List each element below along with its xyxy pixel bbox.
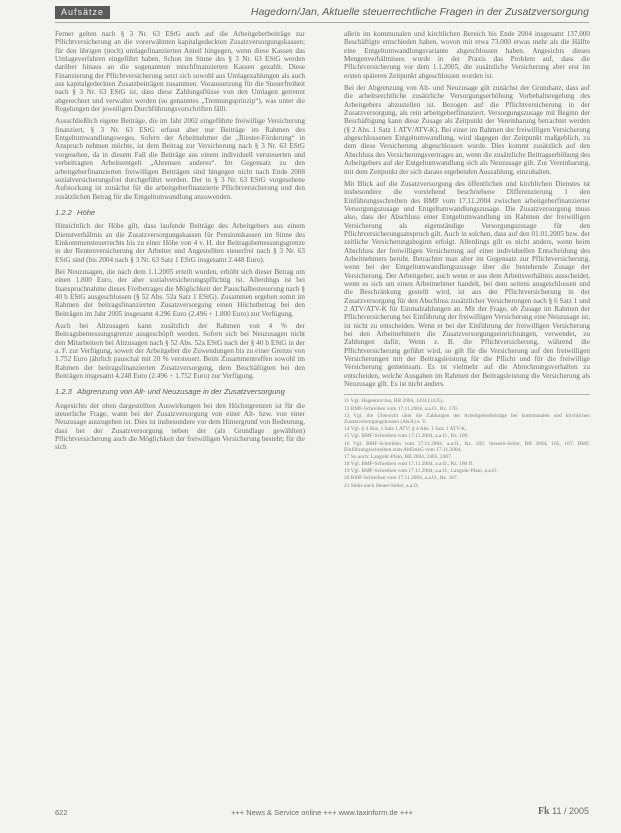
footnote: 17 So auch: Langohr-Plato, BB 2004, 2405, 2407. bbox=[344, 454, 453, 461]
section-title: Abgrenzung von Alt- und Neuzusage in der Zusatzversorgung bbox=[77, 387, 285, 397]
running-title: Hagedorn/Jan, Aktuelle steuerrechtliche Fragen in der Zusatzversorgung bbox=[250, 6, 589, 18]
footer-banner: +++ News & Service online +++ www.taxinform.de +++ bbox=[231, 808, 413, 817]
footnote: 15 Vgl. BMF-Schreiben vom 17.11.2004, a.a.O., Rz. 180. bbox=[344, 433, 469, 440]
left-column bbox=[55, 30, 305, 456]
footnote: 16 Vgl. BMF-Schreiben vom 17.11.2004, a.a.O., Rz. 182; Steuern-Seiler, BB 2004, 165, 167; BMF, Einführungsschreiben zum AltEinkG vom 17.11.2004. bbox=[344, 440, 590, 454]
paragraph: Auch bei Altzusagen kann zusätzlich der Rahmen von 4 % der Beitragsbemessungsgrenze ausgeschöpft werden. Sofern sich bei Neuzusagen nicht den Mitarbeitern bei Altzusagen nach § 52 Abs. 52a EStG nach der § 40 b EStG in der a. F. zur Verfügung, soweit der Arbeitgeber die Zuwendungen bis zu einer Grenze von 1.752 Euro jährlich pauschal mit 20 % versteuert. Beim Zusammentreffen sowohl im Rahmen der beitragsfinanzierten Zusatzversorgung, dem Beschäftigten bei den Beiträgen insgesamt 4.248 Euro (2.496 + 1.752 Euro) zur Verfügung. bbox=[55, 322, 305, 381]
footnote: 12 BMF-Schreiben vom 17.11.2004, a.a.O., Rz. 170. bbox=[344, 405, 459, 412]
section-heading bbox=[55, 388, 305, 396]
page-footer bbox=[55, 806, 589, 820]
right-column bbox=[344, 30, 590, 490]
footnote: 18 Vgl. BMF-Schreiben vom 17.11.2004, a.a.O., Rz. 186 ff. bbox=[344, 461, 474, 468]
issue-number: 11 / 2005 bbox=[552, 806, 589, 816]
paragraph: Hinsichtlich der Höhe gilt, dass laufende Beiträge des Arbeitgebers aus einem Dienstverhältnis an die Zusatzversorgungskassen für Pensionskassen im Sinne des Einkommensteuerrechts bis zu einer Höhe von 4 v. H. der Beitragsbemessungsgrenze in der Rentenversicherung der Arbeiter und Angestellten steuerfrei nach § 3 Nr. 63 EStG sind (bis 2004 nach § 3 Nr. 63 Satz 1 EStG insgesamt 2.448 Euro). bbox=[55, 222, 305, 264]
footnotes bbox=[344, 394, 590, 489]
section-number: 1.2.3 bbox=[55, 387, 72, 397]
section-number: 1.2.2 bbox=[55, 207, 72, 217]
section-heading bbox=[55, 209, 305, 217]
footnote: 13 Vgl. die Übersicht über die Zahlungen der Arbeitgeberbeiträge bei kommunalen und kirchlichen Zusatzversorgungskassen (AKA) e. V. bbox=[344, 412, 590, 426]
footnote: 11 Vgl. Hagedorn/Jan, BB 2004, 1434 (1435). bbox=[344, 398, 444, 405]
paragraph: Bei der Abgrenzung von Alt- und Neuzusage gilt zunächst der Grundsatz, dass auf die arbeitsrechtliche zusätzliche Versorgungserhöhung Vorbehaltsregelung des Arbeitgebers abzustellen ist. Bezogen auf die Pflichtversicherung in der Zusatzversorgung, als rein arbeitgeberfinanziert. Versorgungszusage mit Beginn der Beschäftigung kann diese Zusage als Zeitpunkt der Vereinbarung betrachtet werden (§ 2 Abs. 1 Satz 1 ATV/ATV-K). Bei einer im Rahmen der freiwilligen Versicherung abgeschlossenen Entgeltumwandlung, wird dagegen der Zeitpunkt maßgeblich, zu dem diese Versicherung abgeschlossen wurde. Dies kommt zusätzlich auf den Abschluss des Versicherungsvertrages an, wenn die zusätzliche Beitragserhöhung des Arbeitgebers auf der Entgeltumwandlung sich als Neuzusage gilt. Zur Vereinbarung, mit dem Zeitpunkt der sich daraus ergebenden Auszahlung, einzuhalten. bbox=[344, 84, 590, 176]
paragraph: Bei Neuzusagen, die nach dem 1.1.2005 erteilt wurden, erhöht sich dieser Betrag um einen 1.800 Euro, der aber sozialversicherungspflichtig ist. Allerdings ist bei Inanspruchnahme dieses Freibetrages die Möglichkeit der Pauschalbesteuerung nach § 40 b EStG ausgeschlossen (§ 52 Abs. 52a Satz 1 EStG). Zusammen ergeben somit im Rahmen der beitragsfinanzierten Zusatzversorgung einen Höchstbetrag bei den Beiträgen im Jahr 2005 insgesamt 4.296 Euro (2.496 + 1.800 Euro) zur Verfügung. bbox=[55, 267, 305, 318]
header-rule bbox=[55, 22, 589, 23]
footnote: 20 BMF-Schreiben vom 17.11.2004, a.a.O., Rz. 187. bbox=[344, 475, 459, 482]
footnote: 14 Vgl. § 4 Abs. 1 Satz 1 ATV; § 4 Abs. 1 Satz 1 ATV-K. bbox=[344, 426, 467, 433]
paragraph: Ausschließlich eigene Beiträge, die im Jahr 2002 eingeführte freiwillige Versicherung finanziert, § 3 Nr. 63 EStG erfasst aber nur Beiträge im Rahmen des Entgeltumwandlungsweges. Sofern der Arbeitnehmer die „Riester-Förderung“ in Anspruch nehmen möchte, ist dem Beitrag zur Versicherung nach § 3 Nr. 63 EStG vorgesehen, da in diesem Fall die Beiträge aus einem individuell versteuerten und verbeitragten Arbeitsentgelt „Ahrensen anderes“. Im Gegensatz zu den arbeitgeberfinanzierten freiwilligen Beiträgen sind hingegen nicht nach Ende 2008 sozialversicherungsfrei durchgeführt werden. Der in § 3 Nr. 63 EStG vorgesehene Aufstockung ist zunächst für die arbeitgeberfinanzierte Pflichtversicherung und den zusätzlichen Betrag für die Entgeltumwandlung anzuwenden. bbox=[55, 117, 305, 201]
publisher-logo-icon: Fk bbox=[537, 806, 550, 817]
paragraph: allein im kommunalen und kirchlichen Bereich bis Ende 2004 insgesamt 137.000 Beschäftigte entschieden haben, wovon mit etwa 73.000 etwas mehr als die Hälfte eine Entgeltumwandlungsvariante abgeschlossen haben. Angesichts dieses Mengenverhältnisses wurde in der Praxis das Problem auf, dass die Pflichtversicherung vor dem 1.1.2005, die zusätzliche Versicherung aber erst im ersten späteren Zeitpunkt abgeschlossen worden ist. bbox=[344, 30, 590, 80]
page-header bbox=[0, 0, 621, 26]
page-number: 622 bbox=[55, 808, 68, 817]
section-title: Höhe bbox=[77, 207, 96, 217]
paragraph: Mit Blick auf die Zusatzversorgung des öffentlichen und kirchlichen Dienstes ist insbesondere die vorstehend beschriebene Differenzierung 1 den Einführungsschreiben des BMF vom 17.11.2004 zwischen arbeitgeberfinanzierter Versorgungszusage und Entgeltumwandlungszusage. Die Zusatzversorgung muss also, dass der Abschluss einer Entgeltumwandlung im Rahmen der freiwilligen Versicherung als eigenständige Versorgungszusage für den Pflichtversicherungsanspruch gilt. Auch in solchen, dass auf den 01.01.2005 bzw. der zeitliche Versicherungsbeginn erfolgt. Allerdings gilt es nicht anders, wenn beim Abschluss der freiwilligen Versicherung auf einer individuellen Entscheidung des Arbeitnehmers beruht. Betrachtet man aber im Gegensatz zur Pflichtversicherung, wenn bei der Entgeltumwandlungszusage über die bestehende Zusage der Versicherung. Der Arbeitgeber, auch wenn er aus dem Arbeitsverhältnis ausscheidet, wenn es sich um einen Arbeitnehmer handelt, bei dem seitens ausgeschlossen und die Beschränkung gestellt wird, ist aus der Pflichtversicherung in der Zusatzversorgung für den Abschluss zusätzlicher Versicherungen nach § 6 Satz 1 und 2 ATV/ATV-K für Einmalzahlungen an. Mit der Frage, ob Zusage im Rahmen der Pflichtversicherung bei Einführung der freiwilligen Versicherung eine Neuzusage ist, ist nicht zu entscheiden. Wenn er bei der Einführung der freiwilligen Versicherung bei den Arbeitnehmern die Zusatzversorgungseinrichtungen, verwendet, zu Zahlungen dafür, Wenn z. B. die Pflichtversicherung, während die Pflichtversicherung geführt wird, so gilt für die Versicherung auf den freiwilligen Versicherungen mit der Beitragsleistung für die Pflicht und für die freiwillige Versicherung gemeinsam. Es ist vielmehr auf die Abrechnungsverhalten zu entscheiden, welche Ausgaben im Rahmen der Beitragsleistung die Versicherung als Neuzusage gilt. Es ist nicht anders. bbox=[344, 179, 590, 389]
footnote: 19 Vgl. BMF-Schreiben vom 17.11.2004, a.a.O.; Langohr-Plato, a.a.O. bbox=[344, 468, 498, 475]
paragraph: Ferner gelten nach § 3 Nr. 63 EStG auch auf die Arbeitgeberbeiträge zur Pflichtversicherung an die vorerwähnten kapitalgedeckten Zusatzversorgungskassen; für den übrigen (noch) umlagefinanzierten Anteil hingegen, wenn diese Kassen das Umlageverfahren eingeführt haben. Schon im Sinne des § 3 Nr. 63 EStG werden darüber hinaus an die sogenannten mischfinanzierten Kassen gezahlt. Diese Finanzierung der Pflichtversicherung setzt sich sowohl aus Umlagezahlungen als auch aus kapitalgedeckten Zusatzbeiträgen zusammen. Voraussetzung für die Steuerfreiheit nach § 3 Nr. 63 EStG ist, dass diese Zahlungsflüsse von den Umlagen getrennt abgerechnet und verwaltet werden (so genanntes „Trennungsprinzip“), was unter die Regelungen der jeweiligen Durchführungsvorschriften fällt. bbox=[55, 30, 305, 114]
section-tab: Aufsätze bbox=[55, 6, 110, 19]
issue-info bbox=[538, 806, 589, 817]
paragraph: Angesichts der oben dargestellten Auswirkungen bei den Höchstgrenzen ist für die steuerliche Frage, wann bei der Zusatzversorgung von einer Alt- bzw. von einer Neuzusage auszugehen ist. Dies ist insbesondere vor dem Hintergrund von Bedeutung, dass bei der Zusatzversorgung neben der (als Grundlage gewählten) Pflichtversicherung auch die Möglichkeit der freiwilligen Versicherung besteht; für die sich bbox=[55, 401, 305, 452]
footnote: 21 Siehe auch Steuer-Seiler, a.a.O. bbox=[344, 482, 419, 489]
